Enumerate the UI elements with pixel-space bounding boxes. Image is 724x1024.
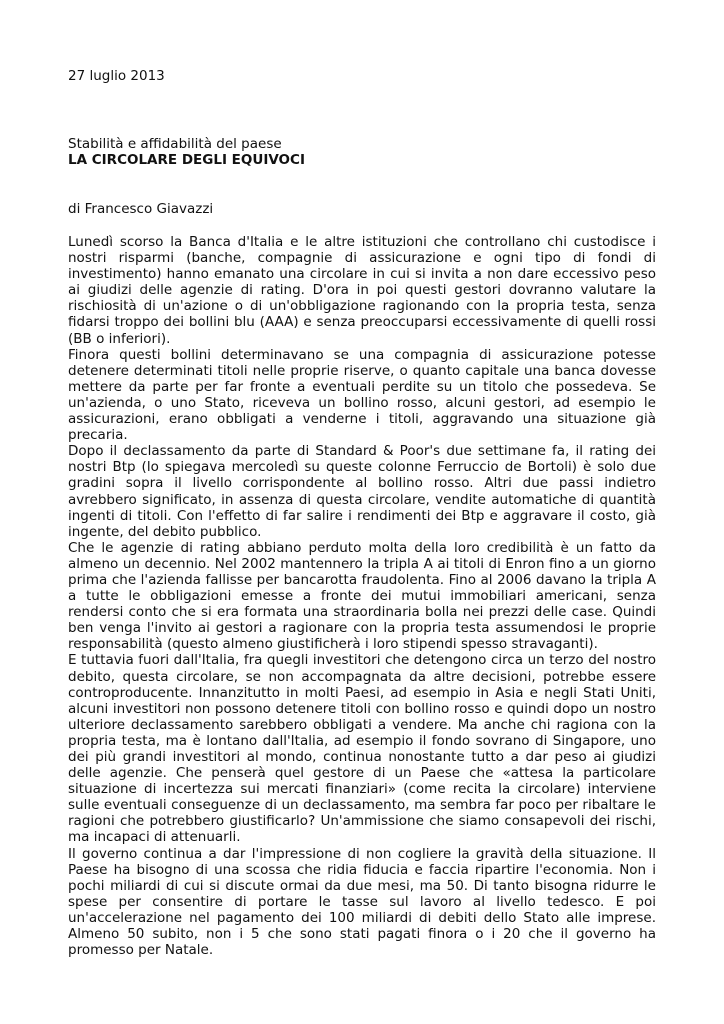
article-kicker: Stabilità e affidabilità del paese: [68, 136, 282, 152]
article-date: 27 luglio 2013: [68, 68, 165, 84]
article-paragraph: Che le agenzie di rating abbiano perduto molta della loro credibilità è un fatto da almeno un decennio. Nel 2002 mantennero la tripla A ai titoli di Enron fino a un giorno prima che l'azienda fallisse per bancarotta fraudolenta. Fino al 2006 davano la tripla A a tutte le obbligazioni emesse a fronte dei mutui immobiliari americani, senza rendersi conto che si era formata una straordinaria bolla nei prezzi delle case. Quindi ben venga l'invito ai gestori a ragionare con la propria testa assumendosi le proprie responsabilità (questo almeno giustificherà i loro stipendi spesso stravaganti).: [68, 539, 656, 653]
article-paragraph: Finora questi bollini determinavano se una compagnia di assicurazione potesse detenere determinati titoli nelle proprie riserve, o quanto capitale una banca dovesse mettere da parte per far fronte a eventuali perdite su un titolo che possedeva. Se un'azienda, o uno Stato, riceveva un bollino rosso, alcuni gestori, ad esempio le assicurazioni, erano obbligati a venderne i titoli, aggravando una situazione già precaria.: [68, 346, 656, 444]
article-paragraph: Il governo continua a dar l'impressione di non cogliere la gravità della situazione. Il Paese ha bisogno di una scossa che ridia fiducia e faccia ripartire l'economia. Non i pochi miliardi di cui si discute ormai da due mesi, ma 50. Di tanto bisogna ridurre le spese per consentire di portare le tasse sul lavoro al livello tedesco. E poi un'accelerazione nel pagamento dei 100 miliardi di debiti dello Stato alle imprese. Almeno 50 subito, non i 5 che sono stati pagati finora o i 20 che il governo ha promesso per Natale.: [68, 845, 656, 959]
article-paragraph: Dopo il declassamento da parte di Standard & Poor's due settimane fa, il rating dei nostri Btp (lo spiegava mercoledì su queste colonne Ferruccio de Bortoli) è solo due gradini sopra il livello corrispondente al bollino rosso. Altri due passi indietro avrebbero significato, in assenza di questa circolare, vendite automatiche di quantità ingenti di titoli. Con l'effetto di far salire i rendimenti dei Btp e aggravare il costo, già ingente, del debito pubblico.: [68, 443, 656, 540]
article-byline: di Francesco Giavazzi: [68, 201, 214, 217]
article-paragraph: E tuttavia fuori dall'Italia, fra quegli investitori che detengono circa un terzo del nostro debito, questa circolare, se non accompagnata da altre decisioni, potrebbe essere controproducente. Innanzitutto in molti Paesi, ad esempio in Asia e negli Stati Uniti, alcuni investitori non possono detenere titoli con bollino rosso e quindi dopo un nostro ulteriore declassamento sarebbero obbligati a vendere. Ma anche chi ragiona con la propria testa, ma è lontano dall'Italia, ad esempio il fondo sovrano di Singapore, uno dei più grandi investitori al mondo, continua nonostante tutto a dar peso ai giudizi delle agenzie. Che penserà quel gestore di un Paese che «attesa la particolare situazione di incertezza sui mercati finanziari» (come recita la circolare) interviene sulle eventuali conseguenze di un declassamento, ma sembra far poco per ribaltare le ragioni che potrebbero giustificarlo? Un'ammissione che siamo consapevoli dei rischi, ma incapaci di attenuarli.: [68, 652, 656, 846]
article-title: LA CIRCOLARE DEGLI EQUIVOCI: [68, 152, 305, 168]
article-paragraph: Lunedì scorso la Banca d'Italia e le altre istituzioni che controllano chi custodisce i nostri risparmi (banche, compagnie di assicurazione e ogni tipo di fondi di investimento) hanno emanato una circolare in cui si invita a non dare eccessivo peso ai giudizi delle agenzie di rating. D'ora in poi questi gestori dovranno valutare la rischiosità di un'azione o di un'obbligazione ragionando con la propria testa, senza fidarsi troppo dei bollini blu (AAA) e senza preoccuparsi eccessivamente di quelli rossi (BB o inferiori).: [68, 234, 656, 347]
document-page: [68, 0, 656, 1024]
article-body: [68, 234, 656, 958]
